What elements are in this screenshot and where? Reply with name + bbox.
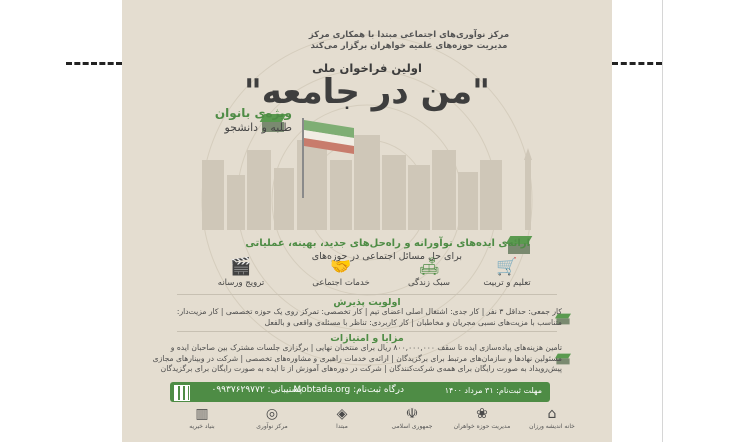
charity-logo-icon: ▥ بنیاد خیریه [189,406,215,430]
category-social-services [308,256,374,289]
section-divider [177,294,557,295]
benefits-title: مزایا و امتیازات [330,333,404,344]
special-for-sublabel: طلبه و دانشجو [224,121,292,134]
special-for-label: ویژه‌ی بانوان [214,106,292,120]
support-text: پشتیبانی: ۰۹۹۳۷۶۲۹۷۷۲ [211,385,302,395]
poster-subtitle: اولین فراخوان ملی [312,61,422,75]
sponsor-logos [162,405,582,435]
category-lifestyle [396,256,462,289]
right-border-line [662,0,663,442]
priority-title: اولویت پذیرش [333,297,401,308]
seminary-logo-icon: ❀ مدیریت حوزه خواهران [453,406,511,430]
info-bar [170,382,550,402]
category-media [208,256,274,289]
ideas-subline: برای حل مسائل اجتماعی در حوزه‌های [311,251,462,262]
poster-title: "من در جامعه" [244,72,490,112]
priority-body: کار جمعی: حداقل ۳ نفر | کار جدی: اشتغال اصلی اعضای تیم | کار تخصصی: تمرکز روی یک حوزه تخصصی | کار مزیت‌دار: متناسب با مزیت‌های نسبی مجریان و مخاطبان | کار کاربردی: تناظر با مسئله‌ی واقعی و بالفعل [176,307,562,327]
benefits-body: تامین هزینه‌های پیاده‌سازی ایده تا سقف ۸۰۰,۰۰۰,۰۰۰ ریال برای منتخبان نهایی | برگزاری جلسات مشترک بین صاحبان ایده و مسئولین نهادها و سازمان‌های مرتبط برای برگزیدگان | ارائه‌ی خدمات راهبری و مشاوره‌های تخصصی | شرکت در وبینارهای مجازی پیش‌رویداد به صورت رایگان برای همه‌ی شرکت‌کنندگان | شرکت در دوره‌های آموزش از تا ایده به صورت رایگان برای برگزیدگان [152,343,562,373]
media-icon: 🎬 [230,257,252,277]
poster-image [122,0,612,442]
website-text: درگاه ثبت‌نام: Mobtada.org [293,385,404,395]
category-label: خدمات اجتماعی [312,278,370,288]
category-label: سبک زندگی [407,278,451,288]
category-label: ترویج ورسانه [217,278,265,288]
institute-logo-icon: ⌂ خانه اندیشه ورزان [529,406,575,430]
innovation-logo-icon: ◎ مرکز نوآوری [256,406,288,430]
intro-text: مرکز نوآوری‌های اجتماعی مبتدا با همکاری مرکز مدیریت حوزه‌های علمیه خواهران برگزار می‌کند [308,30,510,51]
right-dashed-line [612,62,662,65]
mobtada-logo-icon: ◈ مبتدا [336,406,348,430]
qr-code-icon [174,385,190,401]
sofa-icon: 🛋 [418,257,440,277]
stroller-icon: 🛒 [496,257,518,277]
city-skyline [202,135,532,230]
section-divider [177,331,557,332]
left-dashed-line [66,62,122,65]
emblem-logo-icon: ☫ جمهوری اسلامی [391,406,433,430]
category-education [474,256,540,289]
deadline-text: مهلت ثبت‌نام: ۳۱ مرداد ۱۴۰۰ [444,386,542,395]
ideas-headline: ارائه‌ی ایده‌های نوآورانه و راه‌حل‌های جدید، بهینه، عملیاتی [245,238,530,249]
handshake-icon: 🤝 [330,257,352,277]
category-label: تعلیم و تربیت [483,278,531,288]
